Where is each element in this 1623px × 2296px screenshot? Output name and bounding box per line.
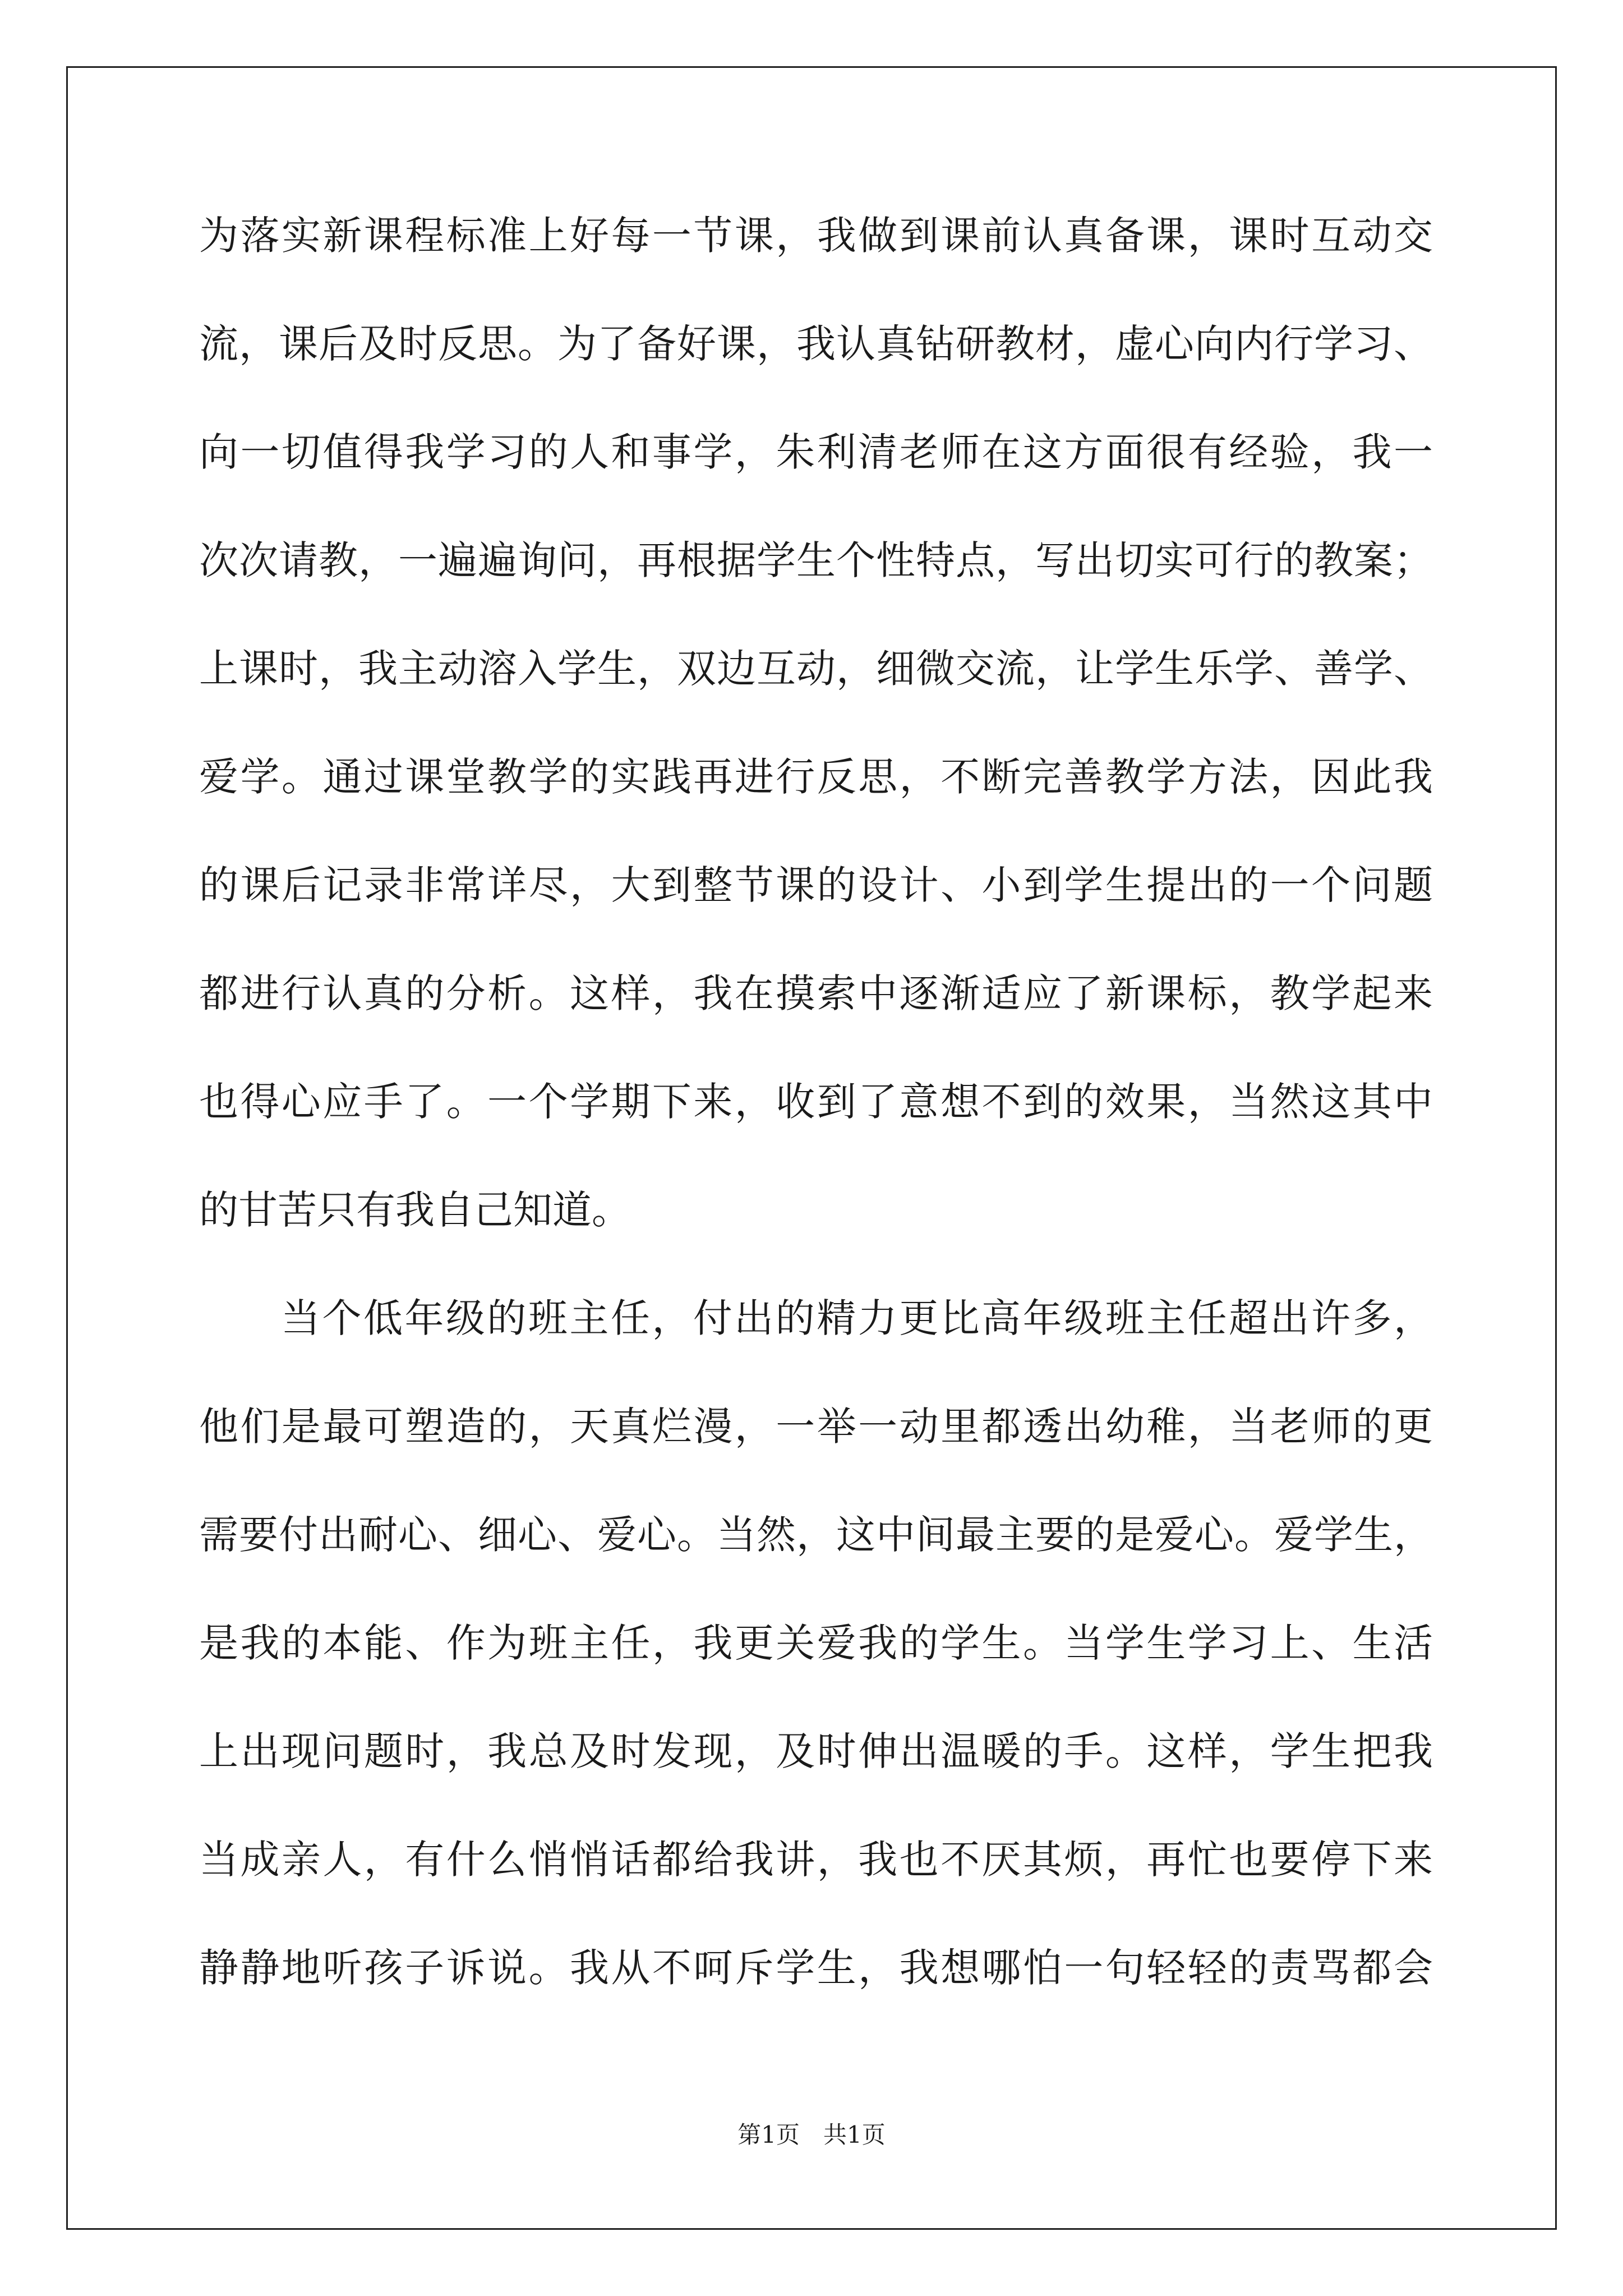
text-line: 向一切值得我学习的人和事学，朱利清老师在这方面很有经验，我一 bbox=[199, 429, 1433, 475]
text-line: 都进行认真的分析。这样，我在摸索中逐渐适应了新课标，教学起来 bbox=[199, 970, 1433, 1016]
document-body bbox=[199, 213, 1433, 2056]
text-line: 上课时，我主动溶入学生，双边互动，细微交流，让学生乐学、善学、 bbox=[199, 646, 1433, 692]
text-line: 他们是最可塑造的，天真烂漫，一举一动里都透出幼稚，当老师的更 bbox=[199, 1404, 1433, 1450]
text-line: 上出现问题时，我总及时发现，及时伸出温暖的手。这样，学生把我 bbox=[199, 1728, 1433, 1774]
text-line: 爱学。通过课堂教学的实践再进行反思，不断完善教学方法，因此我 bbox=[199, 754, 1433, 800]
text-line: 是我的本能、作为班主任，我更关爱我的学生。当学生学习上、生活 bbox=[199, 1620, 1433, 1666]
text-line: 需要付出耐心、细心、爱心。当然，这中间最主要的是爱心。爱学生， bbox=[199, 1512, 1433, 1558]
text-line: 当成亲人，有什么悄悄话都给我讲，我也不厌其烦，再忙也要停下来 bbox=[199, 1837, 1433, 1883]
text-line: 流，课后及时反思。为了备好课，我认真钻研教材，虚心向内行学习、 bbox=[199, 321, 1433, 367]
text-line: 为落实新课程标准上好每一节课，我做到课前认真备课，课时互动交 bbox=[199, 213, 1433, 259]
text-line: 也得心应手了。一个学期下来，收到了意想不到的效果，当然这其中 bbox=[199, 1079, 1433, 1125]
page-footer: 第1页 共1页 bbox=[737, 2121, 886, 2148]
text-line: 静静地听孩子诉说。我从不呵斥学生，我想哪怕一句轻轻的责骂都会 bbox=[199, 1945, 1433, 1991]
text-line: 的课后记录非常详尽，大到整节课的设计、小到学生提出的一个问题 bbox=[199, 862, 1433, 908]
text-line: 次次请教，一遍遍询问，再根据学生个性特点，写出切实可行的教案； bbox=[199, 537, 1433, 583]
text-line: 的甘苦只有我自己知道。 bbox=[199, 1187, 631, 1233]
text-line: 当个低年级的班主任，付出的精力更比高年级班主任超出许多， bbox=[281, 1295, 1433, 1341]
